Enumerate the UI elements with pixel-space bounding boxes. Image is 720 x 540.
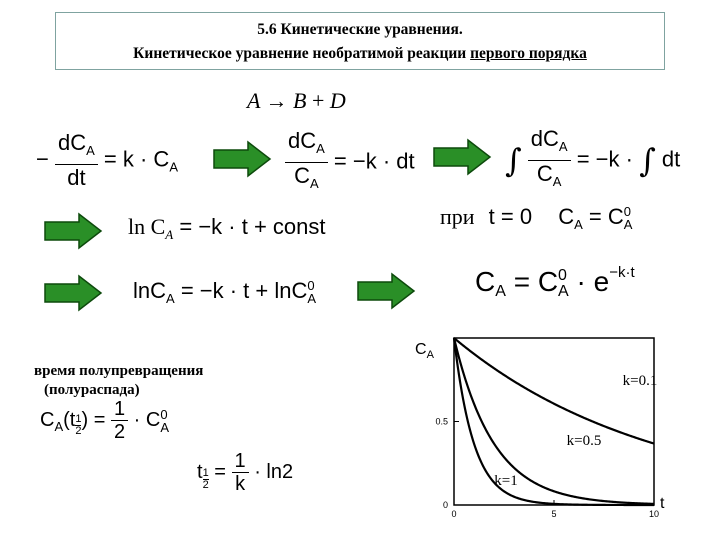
integral-sign: ∫ xyxy=(639,141,656,180)
title-box xyxy=(55,12,665,70)
equation-initial-condition: при t = 0 $C_A = C$ 0 A xyxy=(440,204,633,233)
equals-c: = C xyxy=(513,266,559,297)
rhs: = −k · dt xyxy=(333,148,415,174)
x-tick-label: 0 xyxy=(451,509,457,519)
decay-curve xyxy=(454,338,654,504)
title-line2-prefix: Кинетическое уравнение необратимой реакции xyxy=(133,45,471,62)
equation-rate-law: − $\frac{dC_A}{dt}$ = $k \cdot C_A$ xyxy=(36,130,178,190)
equation-integral xyxy=(505,126,680,195)
integral-sign: ∫ xyxy=(505,141,522,180)
rhs-dt: dt xyxy=(661,146,681,172)
x-axis-label: t xyxy=(660,495,665,512)
equation-halflife: t $\frac{1}{2}$ = $\frac{1}{k}$ · ln2 xyxy=(197,450,294,495)
arrow-right-icon xyxy=(356,272,416,310)
ln-c: ln C xyxy=(128,214,166,239)
lnc: lnC xyxy=(133,278,167,303)
equation-separated xyxy=(285,128,415,197)
halflife-label xyxy=(34,362,203,400)
series-label: k=1 xyxy=(494,472,518,489)
reaction-equation xyxy=(247,88,346,114)
rhs: = −k · t + const xyxy=(179,214,326,239)
equation-exponential: $C_A = C$ 0 A · $e^{-k\cdot t}$ xyxy=(475,264,635,300)
plus-sign: + xyxy=(312,88,325,113)
title-line1: 5.6 Кинетические уравнения. xyxy=(257,21,463,38)
equals-c: = C xyxy=(588,204,624,229)
reaction-arrow: → xyxy=(265,88,288,113)
arrow-right-icon xyxy=(43,274,103,312)
reactant-a: A xyxy=(247,88,261,113)
equation-log-const: $\ln C_A = -k \cdot t$ + const xyxy=(128,214,326,242)
arrow-right-icon xyxy=(432,138,492,176)
equation-halflife-condition: $C_A(t$ $\frac{1}{2}$ ) = $\frac{1}{2}$ · C 0 A xyxy=(40,398,169,443)
pri-word: при xyxy=(440,204,475,229)
plot-frame xyxy=(454,338,654,505)
decay-curve xyxy=(454,338,654,505)
fraction: $\frac{dC_A}{C_A}$ xyxy=(285,128,328,197)
title-line2 xyxy=(56,42,664,66)
c-symbol: C xyxy=(475,266,496,297)
fraction: $\frac{dC_A}{C_A}$ xyxy=(528,126,571,195)
arrow-right-icon xyxy=(43,212,103,250)
rhs: = k · C xyxy=(103,146,170,172)
product-b: B xyxy=(293,88,307,113)
y-axis-label: $C_A$ xyxy=(415,341,434,361)
c-symbol: C xyxy=(558,204,575,229)
product-d: D xyxy=(329,88,346,113)
x-tick-label: 5 xyxy=(551,509,557,519)
y-tick-label: 0 xyxy=(442,500,448,510)
halflife-label-line2: (полураспада) xyxy=(44,382,140,398)
equation-log-initial: lnC$_A$ = −k · t + lnC 0 A xyxy=(133,278,317,307)
rhs: = −k · xyxy=(576,146,633,172)
title-line2-underlined: первого порядка xyxy=(470,45,587,62)
series-label: k=0.5 xyxy=(566,432,602,449)
minus-sign: − xyxy=(36,146,49,172)
arrow-right-icon xyxy=(212,140,272,178)
rhs: = −k · t + lnC xyxy=(180,278,308,303)
x-tick-label: 10 xyxy=(648,509,660,519)
fraction: $\frac{dC_A}{dt}$ xyxy=(55,130,98,191)
t-zero: t = 0 xyxy=(488,204,533,229)
decay-plot xyxy=(415,330,680,535)
series-label: k=0.1 xyxy=(622,372,658,389)
times-e: · e xyxy=(576,266,610,297)
y-tick-label: 0.5 xyxy=(435,416,448,427)
halflife-label-line1: время полупревращения xyxy=(34,363,204,379)
